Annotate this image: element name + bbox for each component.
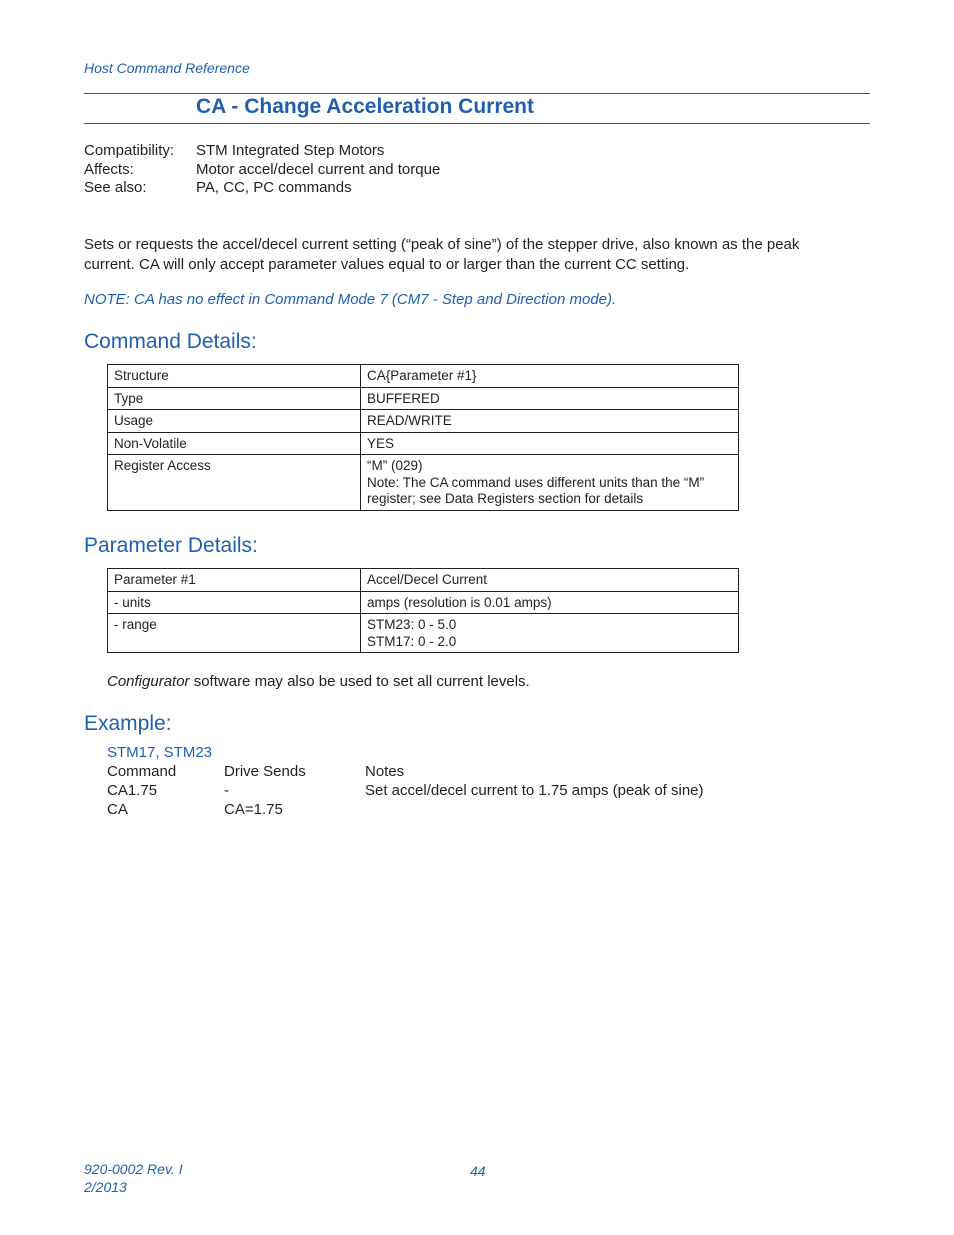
table-cell-line: BUFFERED	[367, 390, 440, 406]
table-cell-label: - units	[108, 591, 361, 614]
example-cell: Notes	[365, 763, 405, 780]
table-cell-value	[361, 410, 739, 433]
table-row	[108, 569, 739, 592]
table-cell-line: “M” (029)	[367, 458, 423, 473]
example-grid	[107, 762, 704, 819]
example-cell: Command	[107, 763, 177, 780]
table-row	[108, 591, 739, 614]
meta-value: PA, CC, PC commands	[196, 179, 352, 196]
table-cell-value	[361, 614, 739, 653]
meta-key: Compatibility:	[84, 142, 175, 159]
table-cell-line: Accel/Decel Current	[367, 572, 488, 587]
page-title: CA - Change Acceleration Current	[196, 95, 534, 118]
table-cell-line: READ/WRITE	[367, 413, 452, 428]
footer-doc-number: 920-0002 Rev. I	[84, 1161, 183, 1177]
example-row	[107, 800, 704, 819]
table-cell-value	[361, 387, 739, 410]
table-cell-label: - range	[108, 614, 361, 653]
table-row	[108, 614, 739, 653]
footer-date: 2/2013	[84, 1179, 127, 1195]
mode-note: NOTE: CA has no effect in Command Mode 7 (CM7 - Step and Direction mode).	[84, 291, 617, 308]
table-cell-label: Non-Volatile	[108, 432, 361, 455]
meta-value: STM Integrated Step Motors	[196, 142, 385, 159]
table-cell-line: STM23: 0 - 5.0	[367, 617, 457, 632]
page-number: 44	[470, 1163, 486, 1179]
table-row	[108, 455, 739, 511]
example-cell: CA	[107, 801, 128, 818]
table-cell-value	[361, 569, 739, 592]
table-cell-label: Parameter #1	[108, 569, 361, 592]
parameter-details-heading: Parameter Details:	[84, 534, 258, 557]
table-cell-line: STM17: 0 - 2.0	[367, 633, 457, 649]
example-cell: -	[224, 782, 229, 799]
meta-value: Motor accel/decel current and torque	[196, 160, 441, 178]
example-cell: Set accel/decel current to 1.75 amps (peak of sine)	[365, 782, 704, 799]
title-bottom-rule	[84, 123, 870, 124]
configurator-rest: software may also be used to set all current levels.	[189, 673, 530, 690]
meta-block	[84, 142, 440, 198]
table-row	[108, 365, 739, 388]
table-cell-line: register; see Data Registers section for details	[367, 491, 644, 506]
meta-row-see-also	[84, 179, 440, 198]
table-cell-value	[361, 591, 739, 614]
table-row	[108, 432, 739, 455]
table-cell-value	[361, 432, 739, 455]
description-paragraph: Sets or requests the accel/decel current setting (“peak of sine”) of the stepper drive, also known as the peak current. CA will only accept parameter values equal to or larger than the current CC setting.	[84, 236, 800, 273]
meta-row-compatibility	[84, 142, 440, 161]
table-cell-label: Structure	[108, 365, 361, 388]
configurator-note	[107, 673, 530, 690]
table-cell-value	[361, 365, 739, 388]
footer-doc-info	[84, 1160, 183, 1196]
example-heading: Example:	[84, 712, 172, 735]
meta-row-affects	[84, 161, 440, 180]
table-cell-label: Register Access	[108, 455, 361, 511]
example-cell: Drive Sends	[224, 763, 306, 780]
table-cell-line: Note: The CA command uses different units than the “M”	[367, 474, 705, 490]
configurator-italic: Configurator	[107, 673, 190, 690]
table-row	[108, 410, 739, 433]
meta-key: Affects:	[84, 160, 134, 178]
running-header: Host Command Reference	[84, 60, 250, 76]
table-cell-line: amps (resolution is 0.01 amps)	[367, 594, 552, 610]
table-cell-line: CA{Parameter #1}	[367, 368, 477, 383]
table-cell-label: Usage	[108, 410, 361, 433]
table-cell-line: YES	[367, 435, 395, 451]
example-cell: CA=1.75	[224, 801, 283, 818]
meta-key: See also:	[84, 179, 147, 196]
example-row	[107, 781, 704, 800]
example-subheading: STM17, STM23	[107, 744, 213, 761]
title-top-rule	[84, 93, 870, 94]
table-row	[108, 387, 739, 410]
parameter-details-table	[107, 568, 739, 653]
command-details-table	[107, 364, 739, 511]
table-cell-label: Type	[108, 387, 361, 410]
command-details-heading: Command Details:	[84, 330, 257, 353]
example-row	[107, 762, 704, 781]
table-cell-value	[361, 455, 739, 511]
example-cell: CA1.75	[107, 782, 158, 799]
